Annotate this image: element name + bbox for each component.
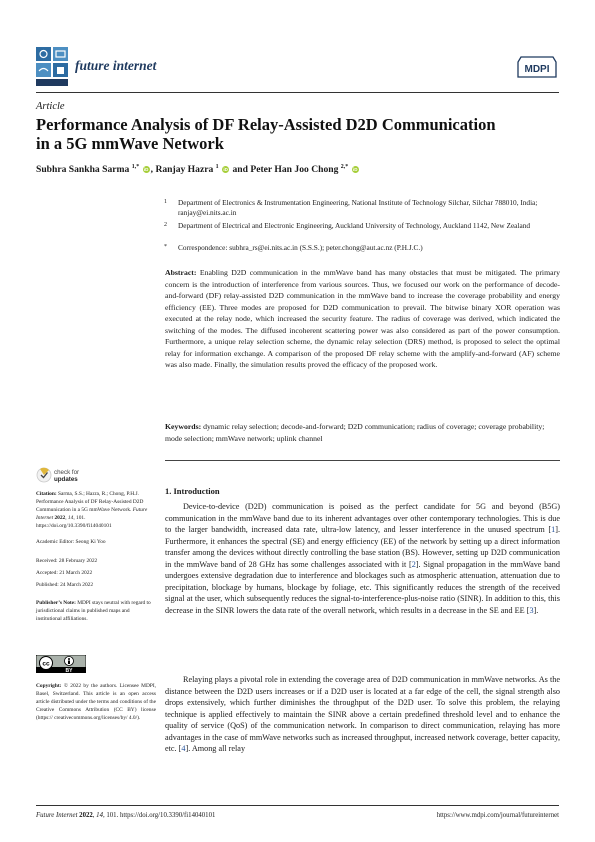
author-affiliation-mark: 1,* xyxy=(131,164,140,170)
keywords xyxy=(165,421,560,444)
citation-block: Citation: Sarma, S.S.; Hazra, R.; Chong, P.H.J. Performance Analysis of DF Relay-Assisted D2D Communication in a 5G mmWave Network. Future Internet 2022, 14, 101. https://doi.org/10.3390/fi14040101 xyxy=(36,491,148,529)
check-for-updates-icon xyxy=(37,468,51,482)
copyright-label: Copyright: xyxy=(36,683,62,689)
correspondence-text: Correspondence: subhra_rs@ei.nits.ac.in (S.S.S.); peter.chong@aut.ac.nz (P.H.J.C.) xyxy=(178,243,423,252)
received-date: Received: 28 February 2022 xyxy=(36,558,98,564)
section-title: 1. Introduction xyxy=(165,486,220,496)
check-for-updates-badge[interactable] xyxy=(36,465,96,485)
check-badge-bottom: updates xyxy=(54,476,78,483)
affiliation-text: Department of Electronics & Instrumentation Engineering, National Institute of Technology Silchar, Silchar 788010, India; ranjay@ei.nits.ac.in xyxy=(178,198,538,217)
citation-text: Sarma, S.S.; Hazra, R.; Chong, P.H.J. Performance Analysis of DF Relay-Assisted D2D Communication in a 5G mmWave Network. xyxy=(36,491,144,513)
affiliation-mark: 2 xyxy=(164,222,167,228)
affiliation-mark: * xyxy=(164,244,167,250)
author-name[interactable]: Peter Han Joo Chong xyxy=(250,164,339,176)
abstract xyxy=(165,267,560,371)
citation-label: Citation: xyxy=(36,491,57,497)
orcid-icon[interactable]: iD xyxy=(352,167,358,173)
author-name[interactable]: Ranjay Hazra xyxy=(155,164,214,176)
author-name[interactable]: Subhra Sankha Sarma xyxy=(36,164,130,176)
reference-link[interactable]: 1 xyxy=(551,525,556,535)
orcid-icon[interactable]: iD xyxy=(223,167,228,173)
abstract-label: Abstract: xyxy=(165,268,197,277)
future-internet-logo-icon xyxy=(36,47,70,87)
copyright-text: © 2022 by the authors. Licensee MDPI, Basel, Switzerland. This article is an open access article distributed under the terms and conditions of the Creative Commons Attribution (CC BY) license (https:// creativecommons.org/licenses/by/ 4.0/). xyxy=(36,683,156,721)
academic-editor: Academic Editor: Seong Ki Yoo xyxy=(36,539,106,545)
affiliation-mark: 1 xyxy=(164,199,167,205)
reference-link[interactable]: 2 xyxy=(411,559,416,569)
article-title: Performance Analysis of DF Relay-Assisted D2D Communication in a 5G mmWave Network xyxy=(36,115,496,153)
footer-doi-link[interactable]: , 101. https://doi.org/10.3390/fi14040101 xyxy=(102,812,216,819)
publisher-note-text: MDPI stays neutral with regard to jurisdictional claims in published maps and institutional affiliations. xyxy=(36,600,151,622)
journal-name: future internet xyxy=(75,58,157,73)
accepted-date: Accepted: 21 March 2022 xyxy=(36,570,93,576)
citation-volume: 14 xyxy=(67,514,74,521)
mdpi-logo-text: MDPI xyxy=(524,64,550,75)
orcid-icon[interactable]: iD xyxy=(143,167,149,173)
citation-journal: Future Internet xyxy=(36,506,148,521)
footer-journal-url[interactable]: https://www.mdpi.com/journal/futureinternet xyxy=(436,812,559,819)
reference-link[interactable]: 4 xyxy=(181,744,186,754)
publisher-note-label: Publisher’s Note: xyxy=(36,600,76,606)
affiliation-text: Department of Electrical and Electronic Engineering, Auckland University of Technology, Auckland 1142, New Zealand xyxy=(178,221,530,230)
cc-icon: cc xyxy=(42,660,50,668)
footer-rule xyxy=(36,805,559,806)
copyright-block xyxy=(36,683,156,723)
author-affiliation-mark: 1 xyxy=(215,164,219,170)
citation-doi[interactable]: , 101. https://doi.org/10.3390/fi14040101 xyxy=(36,514,112,529)
body-paragraph: Relaying plays a pivotal role in extending the coverage area of D2D communication in mmWave networks. As the distance between the D2D users increases or if a D2D user is located at a far edge of the cell, the signal strength also drops extensively, which further diminishes the throughput of the D2D user. To solve this problem, the relaying technique is applied effectively to maintain the SINR above a certain predefined threshold level and to enhance the quality of service (QoS) of the communication network. In comparison to direct communication, relaying has more advantages in the case of mmWave networks such as increased throughput, increased network coverage, better capacity, etc. [4]. Among all relay xyxy=(165,675,560,754)
citation-year: 2022 xyxy=(54,514,66,521)
check-badge-top: check for xyxy=(54,469,80,476)
cc-by-license-badge[interactable] xyxy=(36,655,86,673)
by-label: BY xyxy=(65,668,73,673)
mdpi-logo-icon xyxy=(517,56,557,78)
header-rule xyxy=(36,92,559,93)
publisher-note xyxy=(36,600,156,624)
keywords-label: Keywords: xyxy=(165,422,202,431)
abstract-text: Enabling D2D communication in the mmWave band has many obstacles that must be mitigated. The primary concern is the introduction of interference from various sources. Thus, we focused our work on the performance of decode-and-forward (DF) relay-assisted D2D communication in the mmWave band to increase the coverage probability and energy efficiency (EE). Three modes are proposed for D2D communication to prevail. The bitwise binary XOR operation was executed at the relay node, which increased the security feature. The radius of coverage was derived, which indicated the switching of the modes. The diffused incoherent scattering power was also considered as part of the power consumption. Furthermore, a unique relay selection scheme, the dynamic relay selection (DRS) method, is proposed to select the optimal relay for information exchange. A comparison of the proposed DF relay scheme with the amplify-and-forward (AF) scheme was also made. Finally, the simulation results proved the efficacy of the proposed work. xyxy=(165,268,560,370)
article-type: Article xyxy=(36,101,65,112)
author-affiliation-mark: 2,* xyxy=(340,164,349,170)
body-paragraph: Device-to-device (D2D) communication is poised as the perfect candidate for 5G and beyond (B5G) communication in the mmWave band due to its inherent advantages over other contemporary technologies. This is due to the larger bandwidth, increased data rate, ultra-low latency, and lesser interference in the unused spectrum [1]. Furthermore, it enhances the spectral (SE) and energy efficiency (EE) of the network by setting up a direct information transfer among the devices without directly controlling the base station (BS). However, setting up D2D communication in the mmWave band of 28 GHz has some challenges associated with it [2]. Signal propagation in the mmWave band undergoes extensive degradation due to interference and blockages such as atmospheric attenuation, attenuation due to precipitation, blockage by humans, blockage by foliage, etc. This significantly reduces the strength of the received signal at the user, which subsequently reduces the signal-to-interference-plus-noise ratio (SINR). In addition to this, this decrease in the SINR lowers the data rate of the overall network, which results in a decrease in the SE and EE [3]. xyxy=(165,502,560,615)
keywords-text: dynamic relay selection; decode-and-forward; D2D communication; radius of coverage; coverage probability; mode selection; mmWave network; uplink channel xyxy=(165,422,545,443)
reference-link[interactable]: 3 xyxy=(529,605,534,615)
section-divider xyxy=(165,460,560,461)
published-date: Published: 24 March 2022 xyxy=(36,582,94,588)
author-list: Subhra Sankha Sarma $^{1,*}$ iD , Ranjay Hazra $^1$ iD and Peter Han Joo Chong $^{2,*}$ iD xyxy=(36,164,358,176)
footer-citation: Future Internet 2022, 14, 101. https://doi.org/10.3390/fi14040101 xyxy=(36,812,216,819)
